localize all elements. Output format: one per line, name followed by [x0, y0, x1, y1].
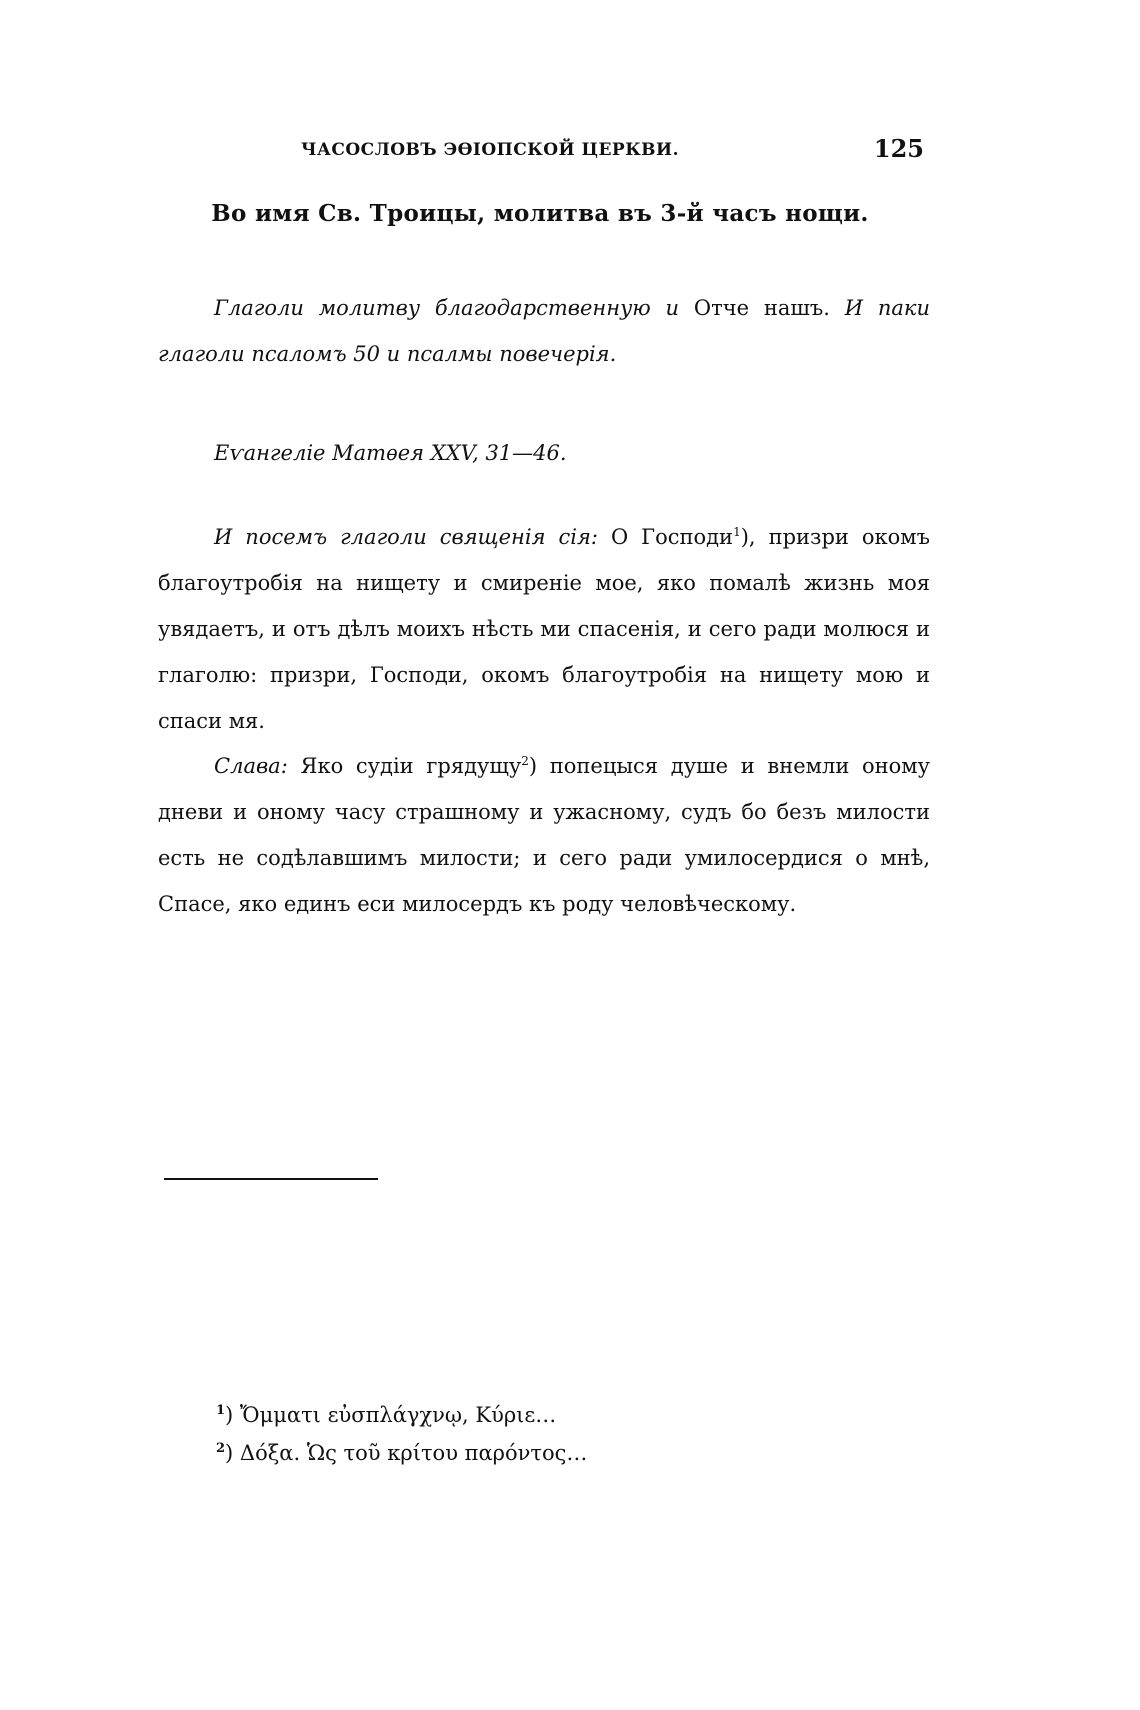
footnote-text: ) Ὄμματι εὐσπλάγχνῳ, Κύριε… — [225, 1403, 557, 1427]
gospel-reference-text: Еѵангеліе Матѳея XXV, 31—46. — [214, 441, 567, 465]
prayer-text: ) попецыся душе и внемли оному дневи и оному часу страшному и ужасному, судъ бо безъ милости есть не содѣлавшимъ милости; и сего ради умилосердися о мнѣ, Спасе, яко единъ еси милосердъ къ роду человѣческому. — [158, 754, 930, 916]
prayer-text: О Господи — [597, 525, 734, 549]
rubric-text: Слава: — [214, 754, 288, 778]
gospel-reference — [158, 430, 930, 476]
footnote-rule — [164, 1178, 378, 1180]
rubric-text: И паки глаголи псаломъ 50 и псалмы повечерія. — [158, 296, 930, 366]
footnote — [216, 1396, 816, 1434]
footnote — [216, 1434, 816, 1472]
footnote-mark: 1 — [216, 1403, 226, 1418]
glory-paragraph — [158, 743, 930, 927]
footnote-text: ) Δόξα. Ὡς τοῦ κρίτου παρόντος… — [225, 1441, 588, 1465]
prayer-name: Отче нашъ. — [679, 296, 845, 320]
running-head — [150, 134, 930, 164]
page-number: 125 — [873, 134, 924, 163]
section-heading: Во имя Св. Троицы, молитва въ 3-й часъ нощи. — [211, 200, 869, 227]
prayer-text: Яко судіи грядущу — [287, 754, 522, 778]
footnote-ref: 1 — [733, 525, 741, 539]
running-title: ЧАСОСЛОВЪ ЭѲІОПСКОЙ ЦЕРКВИ. — [300, 140, 680, 160]
footnote-ref: 2 — [521, 754, 529, 768]
footnotes — [216, 1396, 816, 1472]
prayer-paragraph — [158, 514, 930, 744]
prayer-text: ), призри окомъ благоутробія на нищету и смиреніе мое, яко помалѣ жизнь моя увядаетъ, и отъ дѣлъ моихъ нѣсть ми спасенія, и сего ради молюся и глаголю: призри, Господи, окомъ благоутробія на нищету мою и спаси мя. — [158, 525, 930, 733]
rubric-text: И посемъ глаголи священія сія: — [214, 525, 598, 549]
rubric-text: Глаголи молитву благодарственную и — [214, 296, 680, 320]
rubric-paragraph — [158, 285, 930, 377]
footnote-mark: 2 — [216, 1441, 226, 1456]
